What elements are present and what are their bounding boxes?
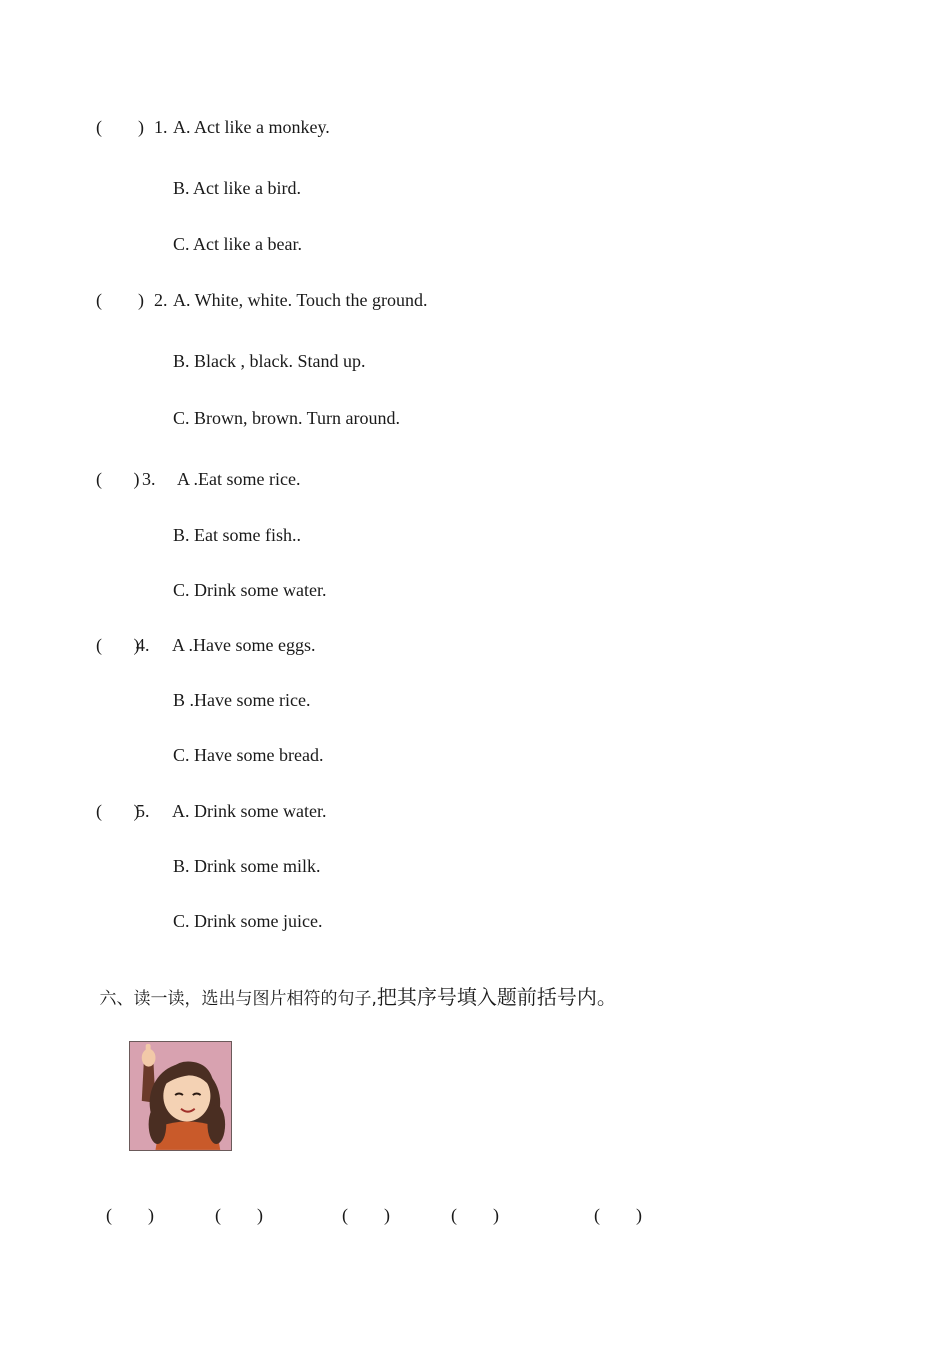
picture-answer-bracket-1[interactable]: ( ) — [106, 1205, 154, 1225]
question-2-option-c: C. Brown, brown. Turn around. — [173, 408, 401, 428]
question-number-4: 4. — [136, 635, 150, 655]
picture-answer-bracket-3[interactable]: ( ) — [342, 1205, 390, 1225]
question-4-option-c: C. Have some bread. — [173, 745, 324, 765]
girl-pointing-picture — [129, 1041, 232, 1151]
picture-answer-bracket-2[interactable]: ( ) — [215, 1205, 263, 1225]
question-number-1: 1. — [154, 117, 168, 137]
section-6-heading — [88, 969, 617, 1008]
question-1-option-b: B. Act like a bird. — [173, 178, 301, 198]
question-4-option-a: A .Have some eggs. — [172, 635, 316, 655]
question-number-5: 5. — [136, 801, 150, 821]
question-4-option-b: B .Have some rice. — [173, 690, 311, 710]
answer-bracket-2[interactable]: ( ) — [96, 290, 144, 310]
section-6-heading-part2: 把其序号填入题前括号内。 — [376, 985, 617, 1009]
section-6-heading-part1: 六、读一读，选出与图片相符的句子, — [99, 989, 377, 1009]
question-3-option-c: C. Drink some water. — [173, 580, 327, 600]
question-2-option-a: A. White, white. Touch the ground. — [173, 290, 428, 310]
answer-bracket-5[interactable]: ( ) — [96, 801, 140, 821]
question-5-option-c: C. Drink some juice. — [173, 911, 323, 931]
picture-answer-bracket-5[interactable]: ( ) — [594, 1205, 642, 1225]
question-2-option-b: B. Black , black. Stand up. — [173, 351, 366, 371]
question-3-option-b: B. Eat some fish.. — [173, 525, 301, 545]
question-1-option-c: C. Act like a bear. — [173, 234, 302, 254]
question-number-3: 3. — [142, 469, 156, 489]
picture-answer-bracket-4[interactable]: ( ) — [451, 1205, 499, 1225]
question-1-option-a: A. Act like a monkey. — [173, 117, 330, 137]
question-5-option-a: A. Drink some water. — [172, 801, 327, 821]
answer-bracket-1[interactable]: ( ) — [96, 117, 144, 137]
answer-bracket-3[interactable]: ( ) — [96, 469, 140, 489]
question-5-option-b: B. Drink some milk. — [173, 856, 321, 876]
question-3-option-a: A .Eat some rice. — [177, 469, 301, 489]
answer-bracket-4[interactable]: ( ) — [96, 635, 140, 655]
question-number-2: 2. — [154, 290, 168, 310]
